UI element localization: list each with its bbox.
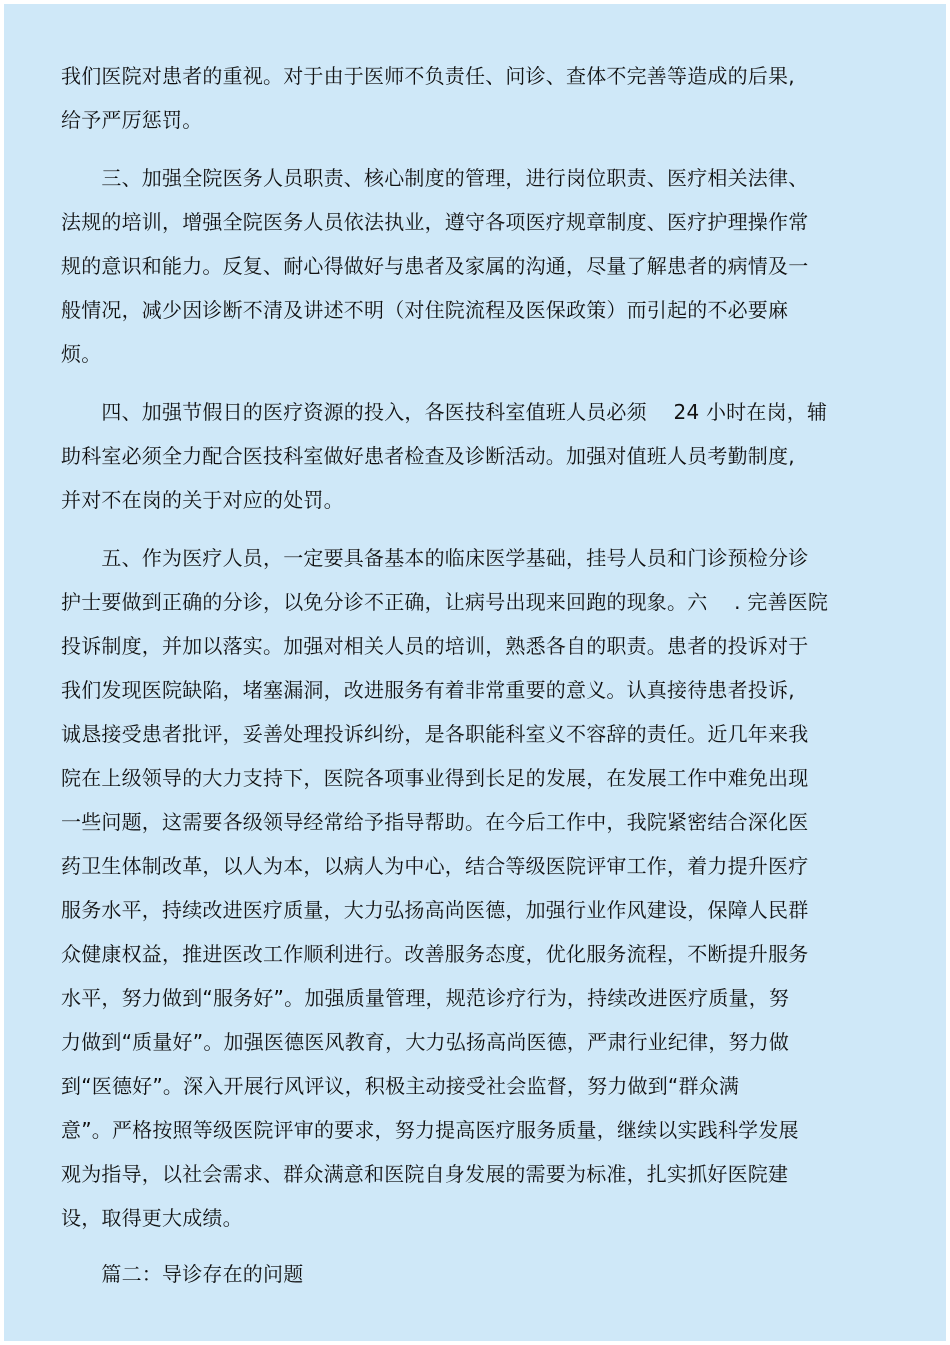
text-line: 观为指导，以社会需求、群众满意和医院自身发展的需要为标准，扎实抓好医院建 <box>61 1162 789 1186</box>
document-page <box>4 4 946 1341</box>
text-line: 法规的培训，增强全院医务人员依法执业，遵守各项医疗规章制度、医疗护理操作常 <box>61 210 809 234</box>
text-line: 到“医德好”。深入开展行风评议，积极主动接受社会监督，努力做到“群众满 <box>61 1074 740 1098</box>
text-line: 四、加强节假日的医疗资源的投入，各医技科室值班人员必须 24 小时在岗，辅 <box>61 400 828 424</box>
text-line: 烦。 <box>61 342 102 366</box>
text-line: 助科室必须全力配合医技科室做好患者检查及诊断活动。加强对值班人员考勤制度, <box>61 444 795 468</box>
text-line: 水平，努力做到“服务好”。加强质量管理，规范诊疗行为，持续改进医疗质量，努 <box>61 986 790 1010</box>
text-line: 三、加强全院医务人员职责、核心制度的管理，进行岗位职责、医疗相关法律、 <box>61 166 809 190</box>
text-line: 五、作为医疗人员，一定要具备基本的临床医学基础，挂号人员和门诊预检分诊 <box>61 546 809 570</box>
text-line: 规的意识和能力。反复、耐心得做好与患者及家属的沟通，尽量了解患者的病情及一 <box>61 254 809 278</box>
text-line: 药卫生体制改革，以人为本，以病人为中心，结合等级医院评审工作，着力提升医疗 <box>61 854 809 878</box>
text-line: 我们发现医院缺陷，堵塞漏洞，改进服务有着非常重要的意义。认真接待患者投诉, <box>61 678 795 702</box>
text-line: 护士要做到正确的分诊，以免分诊不正确，让病号出现来回跑的现象。六 . 完善医院 <box>61 590 829 614</box>
text-line: 我们医院对患者的重视。对于由于医师不负责任、问诊、查体不完善等造成的后果, <box>61 64 795 88</box>
section-heading: 篇二：导诊存在的问题 <box>61 1262 304 1286</box>
text-line: 服务水平，持续改进医疗质量，大力弘扬高尚医德，加强行业作风建设，保障人民群 <box>61 898 809 922</box>
text-line: 给予严厉惩罚。 <box>61 108 203 132</box>
text-line: 院在上级领导的大力支持下，医院各项事业得到长足的发展，在发展工作中难免出现 <box>61 766 809 790</box>
text-line: 投诉制度，并加以落实。加强对相关人员的培训，熟悉各自的职责。患者的投诉对于 <box>61 634 809 658</box>
text-line: 并对不在岗的关于对应的处罚。 <box>61 488 344 512</box>
text-line: 诚恳接受患者批评，妥善处理投诉纠纷，是各职能科室义不容辞的责任。近几年来我 <box>61 722 809 746</box>
text-line: 意”。严格按照等级医院评审的要求，努力提高医疗服务质量，继续以实践科学发展 <box>61 1118 799 1142</box>
text-line: 力做到“质量好”。加强医德医风教育，大力弘扬高尚医德，严肃行业纪律，努力做 <box>61 1030 790 1054</box>
text-line: 众健康权益，推进医改工作顺利进行。改善服务态度，优化服务流程，不断提升服务 <box>61 942 809 966</box>
text-line: 般情况，减少因诊断不清及讲述不明（对住院流程及医保政策）而引起的不必要麻 <box>61 298 789 322</box>
text-line: 设，取得更大成绩。 <box>61 1206 243 1230</box>
text-line: 一些问题，这需要各级领导经常给予指导帮助。在今后工作中，我院紧密结合深化医 <box>61 810 809 834</box>
